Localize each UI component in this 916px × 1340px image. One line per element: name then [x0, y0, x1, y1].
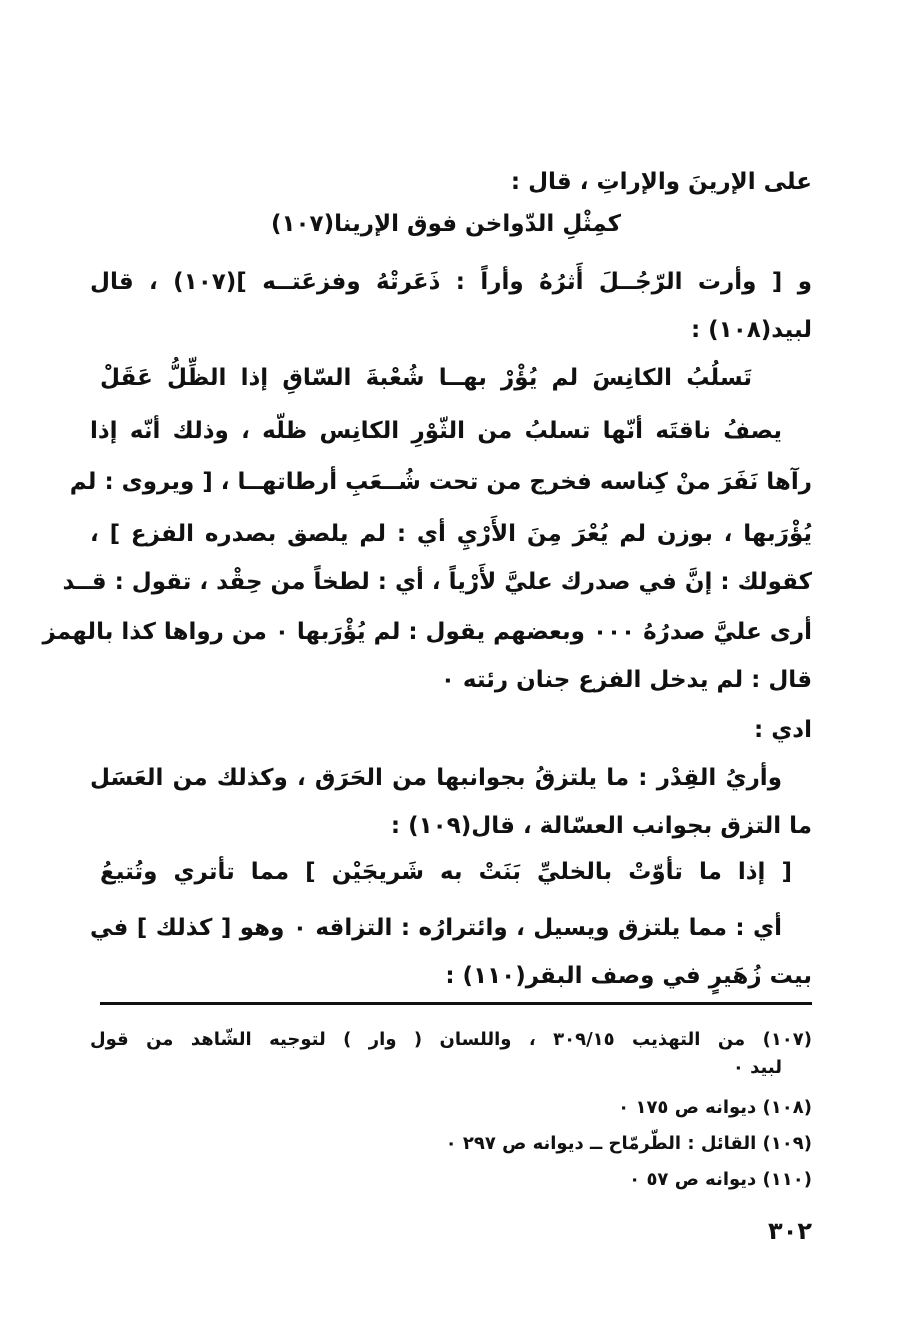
- text-line-16: أي : مما يلتزق ويسيل ، وائترارُه : التزاقه ٠ وهو [ كذلك ] في: [90, 915, 782, 941]
- footnote-107: (١٠٧) من التهذيب ٣٠٩/١٥ ، واللسان ( وار ) لتوجيه الشّاهد من قول: [90, 1029, 813, 1050]
- verse-line-1: كمِثْلِ الدّواخن فوق الإرينا(١٠٧): [270, 211, 622, 237]
- text-line-11: قال : لم يدخل الفزع جنان رئته ٠: [440, 667, 812, 693]
- footnote-110: (١١٠) ديوانه ص ٥٧ ٠: [629, 1169, 812, 1190]
- document-page: [42, 150, 813, 1270]
- text-line-13: وأريُ القِدْر : ما يلتزقُ بجوانبها من الحَرَق ، وكذلك من العَسَل: [90, 765, 782, 791]
- footnote-109: (١٠٩) القائل : الطّرمّاح ــ ديوانه ص ٢٩٧ ٠: [445, 1133, 812, 1154]
- page-number: ٣٠٢: [768, 1217, 812, 1245]
- section-heading: ادي :: [754, 717, 812, 743]
- text-line-8: يُؤْرَبها ، بوزن لم يُعْرَ مِنَ الأَرْيِ أي : لم يلصق بصدره الفزع ] ،: [90, 521, 812, 547]
- footnote-108: (١٠٨) ديوانه ص ١٧٥ ٠: [618, 1097, 812, 1118]
- footnote-divider: [100, 1002, 812, 1005]
- text-line-3: و [ وأرت الرّجُــلَ أَثرُهُ وأراً : ذَعَرتْهُ وفزعَتــه ](١٠٧) ، قال: [90, 269, 812, 295]
- text-line-10: أرى عليَّ صدرُهُ ٠٠٠ وبعضهم يقول : لم يُؤْرَبها ٠ من رواها كذا بالهمز: [42, 619, 812, 645]
- text-line-6: يصفُ ناقتَه أنّها تسلبُ من الثّوْرِ الكانِس ظلّه ، وذلك أنّه إذا: [90, 418, 782, 444]
- text-line-9: كقولك : إنَّ في صدرك عليَّ لأَرْياً ، أي : لطخاً من حِقْد ، تقول : قــد: [62, 569, 812, 595]
- verse-line-2: تَسلُبُ الكانِسَ لم يُؤْرْ بهــا شُعْبةَ السّاقِ إذا الظِّلُّ عَقَلْ: [100, 365, 752, 391]
- verse-line-3: [ إذا ما تأوّتْ بالخليِّ بَنَتْ به شَريجَيْن ] مما تأتري وتُتيعُ: [100, 859, 792, 885]
- text-line-4: لبيد(١٠٨) :: [690, 317, 812, 343]
- text-line-17: بيت زُهَيرٍ في وصف البقر(١١٠) :: [445, 963, 812, 989]
- text-line-14: ما التزق بجوانب العسّالة ، قال(١٠٩) :: [390, 813, 812, 839]
- footnote-107-continuation: لبيد ٠: [732, 1057, 782, 1078]
- text-line-1: على الإرينَ والإراتِ ، قال :: [510, 169, 812, 195]
- text-line-7: رآها نَفَرَ منْ كِناسه فخرج من تحت شُــعَبِ أرطاتهــا ، [ ويروى : لم: [69, 469, 812, 495]
